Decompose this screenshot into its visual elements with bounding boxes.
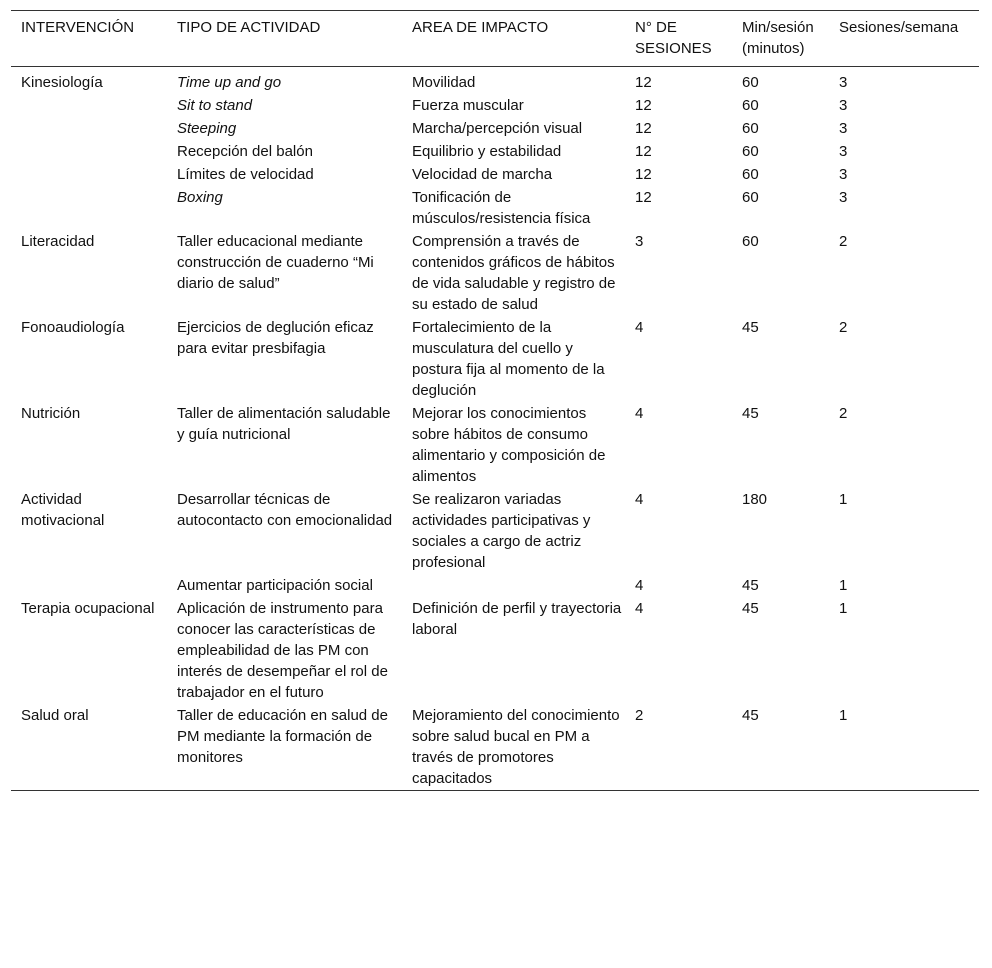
cell-semana: 3 bbox=[839, 189, 848, 206]
table-row bbox=[11, 186, 979, 230]
cell-area: Velocidad de marcha bbox=[412, 166, 553, 183]
cell-sesiones: 12 bbox=[635, 120, 652, 137]
cell-sesiones: 4 bbox=[635, 491, 644, 508]
cell-min: 60 bbox=[742, 97, 759, 114]
table-row bbox=[11, 316, 979, 402]
cell-sesiones: 12 bbox=[635, 166, 652, 183]
cell-semana: 3 bbox=[839, 166, 848, 183]
cell-intervencion: Terapia ocupacional bbox=[21, 600, 155, 617]
cell-sesiones: 12 bbox=[635, 143, 652, 160]
cell-min: 60 bbox=[742, 74, 759, 91]
cell-min: 45 bbox=[742, 600, 759, 617]
cell-tipo: Taller de alimentación saludable y guía nutricional bbox=[177, 405, 391, 443]
header-tipo-actividad: TIPO DE ACTIVIDAD bbox=[177, 19, 321, 36]
cell-intervencion: Literacidad bbox=[21, 233, 95, 250]
table-row bbox=[11, 117, 979, 140]
cell-area: Comprensión a través de contenidos gráficos de hábitos de vida saludable y registro de su estado de salud bbox=[412, 233, 616, 313]
cell-min: 45 bbox=[742, 577, 759, 594]
cell-intervencion bbox=[11, 140, 167, 163]
cell-intervencion: Fonoaudiología bbox=[21, 319, 125, 336]
cell-semana: 2 bbox=[839, 405, 848, 422]
cell-sesiones: 4 bbox=[635, 405, 644, 422]
table-row bbox=[11, 163, 979, 186]
cell-semana: 3 bbox=[839, 74, 848, 91]
cell-area: Movilidad bbox=[412, 74, 476, 91]
cell-semana: 2 bbox=[839, 233, 848, 250]
table-row bbox=[11, 574, 979, 597]
intervention-table bbox=[11, 10, 979, 791]
cell-intervencion bbox=[11, 94, 167, 117]
cell-semana: 3 bbox=[839, 120, 848, 137]
cell-tipo: Sit to stand bbox=[177, 97, 253, 114]
cell-area: Fortalecimiento de la musculatura del cuello y postura fija al momento de la deglución bbox=[412, 319, 605, 399]
cell-tipo: Límites de velocidad bbox=[177, 166, 314, 183]
header-intervencion: INTERVENCIÓN bbox=[21, 19, 135, 36]
cell-area: Definición de perfil y trayectoria laboral bbox=[412, 600, 622, 638]
cell-sesiones: 4 bbox=[635, 319, 644, 336]
cell-min: 60 bbox=[742, 143, 759, 160]
cell-semana: 3 bbox=[839, 143, 848, 160]
cell-tipo: Taller de educación en salud de PM mediante la formación de monitores bbox=[177, 707, 388, 766]
cell-semana: 3 bbox=[839, 97, 848, 114]
cell-min: 60 bbox=[742, 120, 759, 137]
cell-tipo: Time up and go bbox=[177, 74, 282, 91]
cell-area: Equilibrio y estabilidad bbox=[412, 143, 562, 160]
cell-min: 60 bbox=[742, 166, 759, 183]
cell-area: Tonificación de músculos/resistencia física bbox=[412, 189, 591, 227]
cell-sesiones: 3 bbox=[635, 233, 644, 250]
cell-sesiones: 2 bbox=[635, 707, 644, 724]
header-num-sesiones: N° DE SESIONES bbox=[635, 19, 712, 57]
cell-intervencion: Kinesiología bbox=[21, 74, 103, 91]
cell-min: 45 bbox=[742, 319, 759, 336]
cell-tipo: Steeping bbox=[177, 120, 237, 137]
cell-min: 45 bbox=[742, 707, 759, 724]
table-header-row bbox=[11, 11, 979, 67]
cell-intervencion bbox=[11, 186, 167, 230]
cell-tipo: Taller educacional mediante construcción de cuaderno “Mi diario de salud” bbox=[177, 233, 374, 292]
cell-intervencion: Salud oral bbox=[21, 707, 89, 724]
cell-min: 60 bbox=[742, 189, 759, 206]
cell-intervencion bbox=[11, 574, 167, 597]
intervention-table-container bbox=[11, 10, 979, 791]
table-row bbox=[11, 704, 979, 791]
cell-tipo: Ejercicios de deglución eficaz para evitar presbifagia bbox=[177, 319, 374, 357]
cell-intervencion bbox=[11, 163, 167, 186]
table-row bbox=[11, 402, 979, 488]
cell-sesiones: 4 bbox=[635, 600, 644, 617]
table-row bbox=[11, 230, 979, 316]
cell-min: 180 bbox=[742, 491, 768, 508]
cell-intervencion: Nutrición bbox=[21, 405, 81, 422]
cell-area: Marcha/percepción visual bbox=[412, 120, 583, 137]
header-sesiones-semana: Sesiones/semana bbox=[839, 19, 959, 36]
cell-semana: 1 bbox=[839, 491, 848, 508]
header-min-sesion: Min/sesión (minutos) bbox=[742, 19, 814, 57]
cell-area: Fuerza muscular bbox=[412, 97, 524, 114]
cell-area: Mejorar los conocimientos sobre hábitos de consumo alimentario y composición de alimentos bbox=[412, 405, 606, 485]
table-row bbox=[11, 597, 979, 704]
cell-area: Se realizaron variadas actividades participativas y sociales a cargo de actriz profesional bbox=[412, 491, 591, 571]
cell-semana: 1 bbox=[839, 577, 848, 594]
table-row bbox=[11, 67, 979, 95]
cell-semana: 2 bbox=[839, 319, 848, 336]
cell-tipo: Boxing bbox=[177, 189, 223, 206]
cell-min: 60 bbox=[742, 233, 759, 250]
cell-tipo: Aumentar participación social bbox=[177, 577, 373, 594]
cell-sesiones: 4 bbox=[635, 577, 644, 594]
table-row bbox=[11, 140, 979, 163]
table-row bbox=[11, 488, 979, 574]
cell-tipo: Desarrollar técnicas de autocontacto con emocionalidad bbox=[177, 491, 393, 529]
cell-tipo: Aplicación de instrumento para conocer las características de empleabilidad de las PM con interés de desempeñar el rol de trabajador en el futuro bbox=[177, 600, 388, 701]
cell-min: 45 bbox=[742, 405, 759, 422]
header-area-impacto: AREA DE IMPACTO bbox=[412, 19, 549, 36]
cell-sesiones: 12 bbox=[635, 97, 652, 114]
cell-intervencion: Actividad motivacional bbox=[21, 491, 105, 529]
cell-sesiones: 12 bbox=[635, 189, 652, 206]
cell-semana: 1 bbox=[839, 707, 848, 724]
cell-tipo: Recepción del balón bbox=[177, 143, 313, 160]
cell-area bbox=[402, 574, 625, 597]
cell-area: Mejoramiento del conocimiento sobre salud bucal en PM a través de promotores capacitados bbox=[412, 707, 620, 787]
cell-intervencion bbox=[11, 117, 167, 140]
cell-sesiones: 12 bbox=[635, 74, 652, 91]
table-row bbox=[11, 94, 979, 117]
cell-semana: 1 bbox=[839, 600, 848, 617]
